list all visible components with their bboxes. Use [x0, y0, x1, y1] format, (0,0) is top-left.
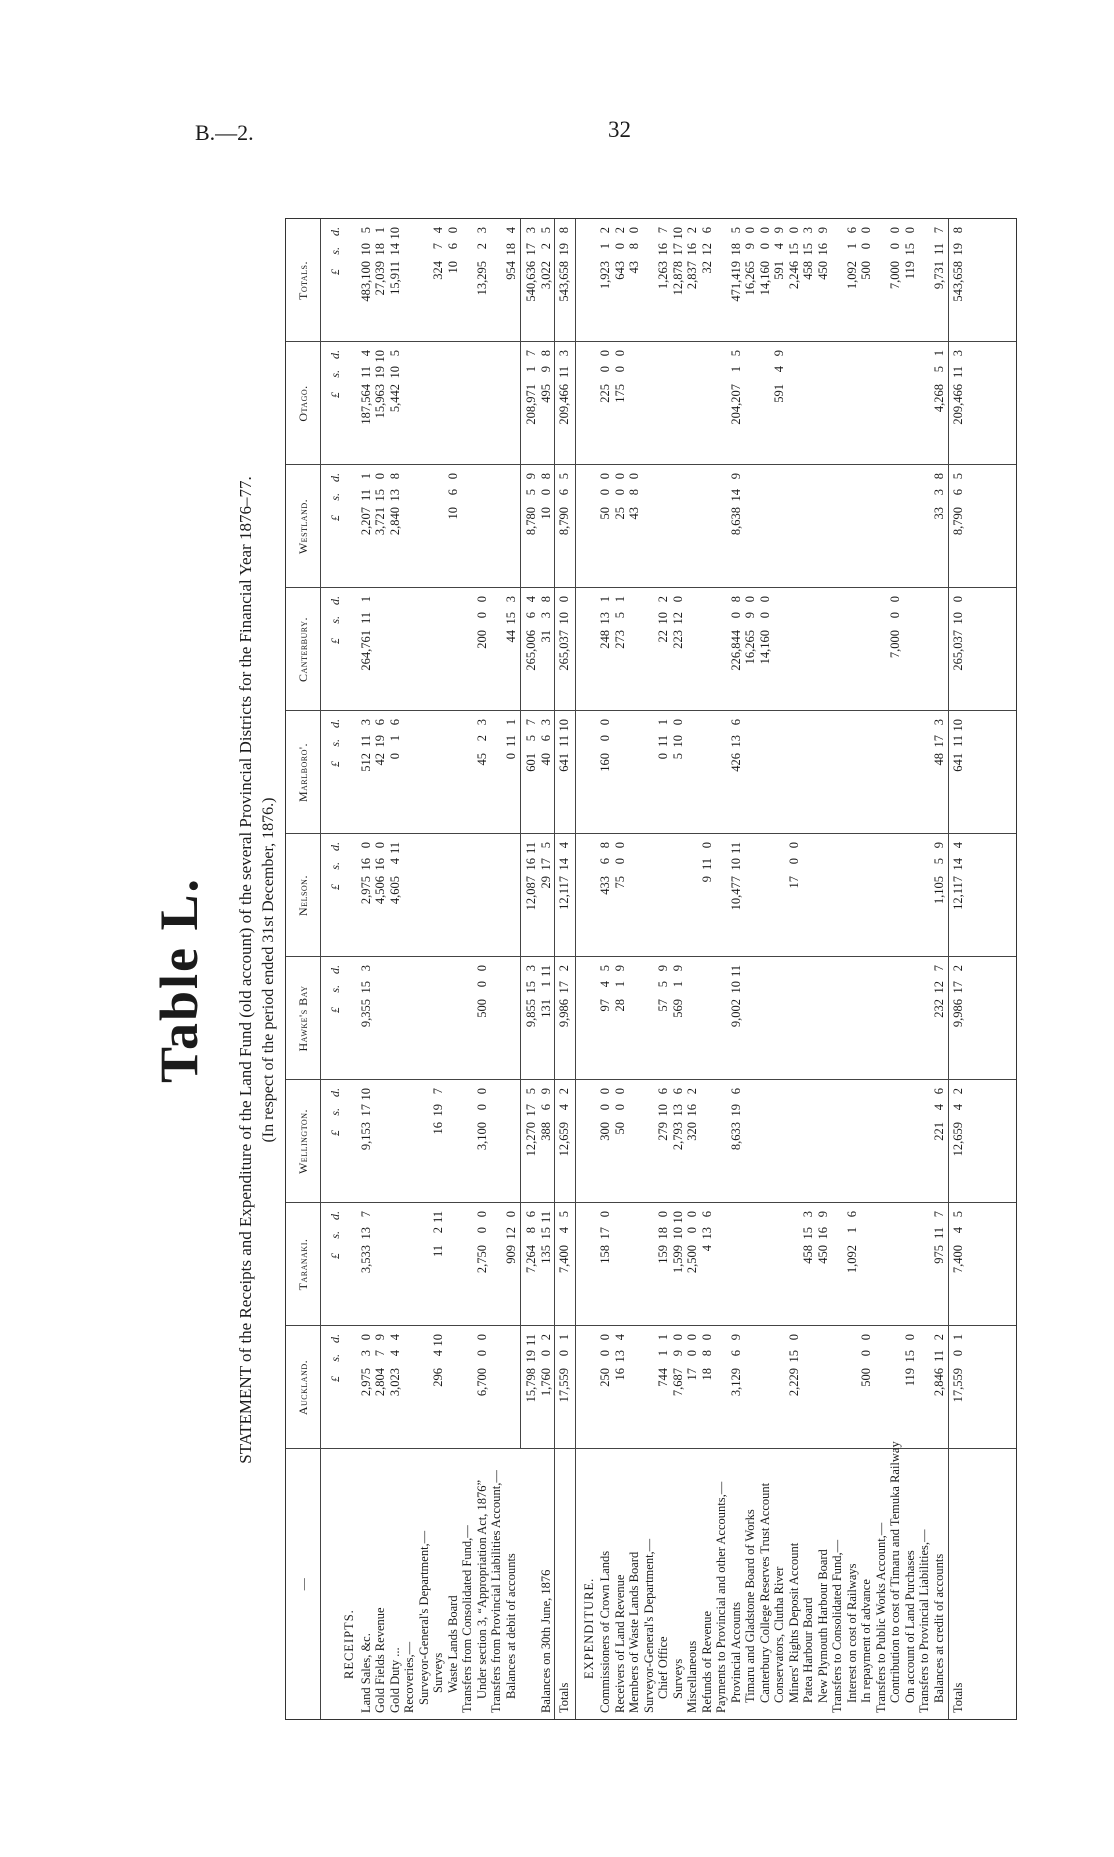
amount-cell: 15,7981911 [524, 1334, 538, 1403]
amount-cell: 248131 [598, 596, 612, 649]
receipts-end-rule [575, 219, 576, 1719]
amount-cell: 2,75000 [474, 1211, 489, 1274]
land-fund-table [285, 218, 1017, 1720]
amount-cell: 15,9111410 [387, 227, 402, 295]
column-heading: Hawke's Bay [296, 985, 310, 1052]
column-heading: Otago. [296, 385, 310, 422]
amount-cell: 975117 [931, 1211, 946, 1264]
amount-cell: 4136 [699, 1211, 714, 1252]
amount-cell: 30000 [598, 1088, 612, 1141]
amount-cell: 1,10559 [931, 842, 946, 905]
row-label: Surveys [670, 1658, 685, 1699]
amount-cell: 4380 [627, 227, 641, 274]
row-label: Transfers from Provincial Liabilities Account,— [489, 1470, 503, 1713]
amount-cell: 208,97117 [524, 350, 538, 425]
amount-cell: 3138 [538, 596, 553, 643]
amount-cell: 1700 [685, 1334, 699, 1381]
amount-cell: 426136 [728, 719, 743, 772]
amount-cell: 954184 [503, 227, 518, 280]
amount-cell: 9745 [598, 965, 612, 1012]
amount-cell: 8,79065 [951, 473, 965, 536]
amount-cell: 543,658198 [951, 227, 965, 302]
amount-cell: 9,731117 [931, 227, 946, 290]
amount-cell: 14,16000 [757, 596, 772, 665]
amount-cell: 2,50000 [685, 1211, 699, 1274]
amount-cell: 64302 [612, 227, 627, 280]
column-heading: Wellington. [296, 1109, 310, 1175]
unit-d: d. [328, 596, 342, 605]
row-label: On account of Land Purchases [902, 1550, 917, 1703]
row-label: Under section 3, “Appropriation Act, 1876” [474, 1479, 489, 1699]
unit-d: d. [328, 719, 342, 728]
row-label: Land Sales, &c. [358, 1633, 373, 1713]
unit-s: s. [328, 1354, 342, 1362]
amount-cell: 59149 [772, 227, 786, 280]
amount-cell: 14,16000 [757, 227, 772, 296]
amount-cell: 4,605411 [387, 842, 402, 905]
amount-cell: 5759 [656, 965, 670, 1012]
row-label: Totals [557, 1682, 571, 1713]
row-label: Balances on 30th June, 1876 [538, 1569, 553, 1713]
amount-cell: 1060 [445, 227, 460, 274]
row-label: Chief Office [656, 1636, 670, 1699]
amount-cell: 74411 [656, 1334, 670, 1387]
amount-cell: 17,55901 [951, 1334, 965, 1403]
unit-p: £ [328, 269, 342, 275]
amount-cell: 909120 [503, 1211, 518, 1264]
amount-cell: 7,68790 [670, 1334, 685, 1397]
amount-cell: 44153 [503, 596, 518, 643]
unit-s: s. [328, 247, 342, 255]
unit-s: s. [328, 1108, 342, 1116]
column-heading: Nelson. [296, 875, 310, 916]
amount-cell: 15,9631910 [373, 350, 387, 419]
amount-cell: 12,270175 [524, 1088, 538, 1157]
amount-cell: 1,263167 [656, 227, 670, 290]
section-heading: RECEIPTS. [342, 1609, 356, 1679]
unit-s: s. [328, 616, 342, 624]
amount-cell: 1008 [538, 473, 553, 520]
subtotal-rule [520, 219, 521, 1449]
column-heading-label: — [296, 1577, 310, 1591]
amount-cell: 8,638149 [728, 473, 743, 536]
amount-cell: 7500 [612, 842, 627, 889]
amount-cell: 540,636173 [524, 227, 538, 302]
unit-s: s. [328, 493, 342, 501]
row-label: Totals [951, 1682, 965, 1713]
amount-cell: 12,117144 [557, 842, 571, 910]
unit-labels [328, 1088, 343, 1193]
amount-cell: 6,70000 [474, 1334, 489, 1397]
unit-labels [328, 719, 343, 824]
amount-cell: 50000 [474, 965, 489, 1018]
row-label: Miners' Rights Deposit Account [786, 1542, 801, 1703]
amount-cell: 50000 [859, 227, 873, 280]
amount-cell: 2,793136 [670, 1088, 685, 1151]
amount-cell: 50000 [859, 1334, 873, 1387]
amount-cell: 10,4771011 [728, 842, 743, 911]
row-label: Commissioners of Crown Lands [598, 1550, 612, 1713]
column-divider [286, 1079, 1016, 1080]
amount-cell: 2819 [612, 965, 627, 1012]
column-divider [286, 710, 1016, 711]
amount-cell: 204,20715 [728, 350, 743, 425]
row-label: Transfers to Consolidated Fund,— [830, 1539, 844, 1713]
amount-cell: 458153 [801, 227, 815, 280]
amount-cell: 3,02344 [387, 1334, 402, 1397]
amount-cell: 9,855153 [524, 965, 538, 1028]
amount-cell: 16197 [431, 1088, 445, 1135]
amount-cell: 8,78059 [524, 473, 538, 536]
amount-cell: 60157 [524, 719, 538, 772]
row-label: Transfers from Consolidated Fund,— [460, 1525, 474, 1713]
unit-s: s. [328, 862, 342, 870]
unit-labels [328, 842, 343, 947]
amount-cell: 3338 [931, 473, 946, 520]
amount-cell: 12,117144 [951, 842, 965, 910]
amount-cell: 17500 [612, 350, 627, 403]
statement-subtitle: (In respect of the period ended 31st December, 1876.) [260, 797, 277, 1143]
amount-cell: 4,506160 [373, 842, 387, 905]
amount-cell: 7,00000 [888, 596, 902, 659]
amount-cell: 27351 [612, 596, 627, 649]
amount-cell: 16,26590 [743, 227, 757, 296]
unit-labels [328, 596, 343, 701]
amount-cell: 56919 [670, 965, 685, 1018]
amount-cell: 12,65942 [557, 1088, 571, 1157]
amount-cell: 16000 [598, 719, 612, 772]
row-label: Waste Lands Board [445, 1595, 460, 1693]
row-label: Conservators, Clutha River [772, 1566, 786, 1703]
amount-cell: 1,09216 [844, 1211, 859, 1274]
table-title: Table L. [149, 876, 209, 1084]
amount-cell: 22102 [656, 596, 670, 643]
amount-cell: 209,466113 [557, 350, 571, 425]
amount-cell: 223120 [670, 596, 685, 649]
row-label: Timaru and Gladstone Board of Works [743, 1509, 757, 1703]
amount-cell: 38869 [538, 1088, 553, 1141]
statement-heading: STATEMENT of the Receipts and Expenditure of the Land Fund (old account) of the several Provincial Districts for the Financial Year 1876–77. [236, 476, 255, 1464]
amount-cell: 1,5991010 [670, 1211, 685, 1274]
amount-cell: 450169 [815, 1211, 830, 1264]
row-label: Receivers of Land Revenue [612, 1574, 627, 1713]
amount-cell: 1351511 [538, 1211, 553, 1264]
row-label: Recoveries,— [402, 1641, 416, 1713]
row-label: Payments to Provincial and other Accounts,— [714, 1481, 728, 1713]
amount-cell: 119150 [902, 1334, 917, 1387]
amount-cell: 25000 [598, 1334, 612, 1387]
unit-d: d. [328, 473, 342, 482]
amount-cell: 42196 [373, 719, 387, 766]
amount-cell: 279106 [656, 1088, 670, 1141]
amount-cell: 9,986172 [951, 965, 965, 1028]
unit-d: d. [328, 1088, 342, 1097]
amount-cell: 2,246150 [786, 227, 801, 290]
unit-labels [328, 1211, 343, 1316]
amount-cell: 22500 [598, 350, 612, 403]
amount-cell: 3,721150 [373, 473, 387, 536]
amount-cell: 2,80479 [373, 1334, 387, 1397]
amount-cell: 32126 [699, 227, 714, 274]
amount-cell: 232127 [931, 965, 946, 1018]
amount-cell: 2500 [612, 473, 627, 520]
amount-cell: 512113 [358, 719, 373, 772]
unit-d: d. [328, 227, 342, 236]
amount-cell: 450169 [815, 227, 830, 280]
row-label: Balances at credit of accounts [931, 1553, 946, 1703]
row-label: Miscellaneous [685, 1640, 699, 1713]
amount-cell: 29175 [538, 842, 553, 889]
amount-cell: 12,0871611 [524, 842, 538, 911]
row-label: Surveyor-General's Department,— [641, 1538, 656, 1713]
amount-cell: 13,29523 [474, 227, 489, 296]
amount-cell: 59149 [772, 350, 786, 403]
amount-cell: 5100 [670, 719, 685, 760]
amount-cell: 483,100105 [358, 227, 373, 302]
unit-d: d. [328, 965, 342, 974]
unit-p: £ [328, 1376, 342, 1382]
column-heading: Taranaki. [296, 1238, 310, 1291]
amount-cell: 4,26851 [931, 350, 946, 413]
amount-cell: 264,761111 [358, 596, 373, 671]
amount-cell: 27,039181 [373, 227, 387, 296]
amount-cell: 8,633196 [728, 1088, 743, 1151]
column-divider [286, 1202, 1016, 1203]
amount-cell: 0111 [656, 719, 670, 760]
rotated-page [140, 160, 1040, 1780]
amount-cell: 4063 [538, 719, 553, 766]
header-rule [320, 219, 321, 1719]
amount-cell: 265,037100 [951, 596, 965, 671]
row-label: Provincial Accounts [728, 1601, 743, 1703]
amount-cell: 5000 [598, 473, 612, 520]
row-label: Gold Duty ... [387, 1647, 402, 1713]
amount-cell: 3,02225 [538, 227, 553, 290]
amount-cell: 3,12969 [728, 1334, 743, 1397]
unit-p: £ [328, 884, 342, 890]
amount-cell: 11211 [431, 1211, 445, 1258]
amount-cell: 9,986172 [557, 965, 571, 1028]
section-heading: EXPENDITURE. [581, 1577, 596, 1679]
amount-cell: 543,658198 [557, 227, 571, 302]
unit-d: d. [328, 350, 342, 359]
row-label: In repayment of advance [859, 1579, 873, 1703]
amount-cell: 16,26590 [743, 596, 757, 665]
unit-p: £ [328, 638, 342, 644]
unit-p: £ [328, 515, 342, 521]
unit-s: s. [328, 985, 342, 993]
amount-cell: 5000 [612, 1088, 627, 1135]
row-label: Members of Waste Lands Board [627, 1551, 641, 1713]
amount-cell: 6411110 [557, 719, 571, 772]
amount-cell: 1880 [699, 1334, 714, 1381]
amount-cell: 119150 [902, 227, 917, 280]
row-label: Canterbury College Reserves Trust Account [757, 1482, 772, 1703]
amount-cell: 9,1531710 [358, 1088, 373, 1151]
amount-cell: 7,40045 [951, 1211, 965, 1274]
amount-cell: 3,533137 [358, 1211, 373, 1274]
amount-cell: 43368 [598, 842, 612, 895]
amount-cell: 1,76002 [538, 1334, 553, 1397]
unit-p: £ [328, 1253, 342, 1259]
amount-cell: 158170 [598, 1211, 612, 1264]
amount-cell: 2,207111 [358, 473, 373, 536]
amount-cell: 22146 [931, 1088, 946, 1141]
amount-cell: 209,466113 [951, 350, 965, 425]
amount-cell: 8,79065 [557, 473, 571, 536]
amount-cell: 2,840138 [387, 473, 402, 536]
row-label: Patea Harbour Board [801, 1597, 815, 1703]
amount-cell: 159180 [656, 1211, 670, 1264]
row-label: Balances at debit of accounts [503, 1553, 518, 1699]
amount-cell: 3,10000 [474, 1088, 489, 1151]
unit-p: £ [328, 392, 342, 398]
unit-labels [328, 965, 343, 1070]
amount-cell: 1,09216 [844, 227, 859, 290]
unit-labels [328, 350, 343, 455]
amount-cell: 131111 [538, 965, 553, 1018]
amount-cell: 296410 [431, 1334, 445, 1387]
document-reference: B.—2. [195, 120, 254, 145]
amount-cell: 6411110 [951, 719, 965, 772]
amount-cell: 016 [387, 719, 402, 760]
unit-labels [328, 227, 343, 332]
amount-cell: 226,84408 [728, 596, 743, 671]
amount-cell: 12,8781710 [670, 227, 685, 296]
amount-cell: 1700 [786, 842, 801, 889]
amount-cell: 48173 [931, 719, 946, 766]
unit-p: £ [328, 1130, 342, 1136]
amount-cell: 9,355153 [358, 965, 373, 1028]
amount-cell: 4523 [474, 719, 489, 766]
row-label: Interest on cost of Railways [844, 1563, 859, 1703]
unit-labels [328, 473, 343, 578]
amount-cell: 12,65942 [951, 1088, 965, 1157]
row-label: New Plymouth Harbour Board [815, 1549, 830, 1703]
column-heading: Auckland. [296, 1359, 310, 1416]
unit-s: s. [328, 370, 342, 378]
row-label: Contribution to cost of Timaru and Temuka Railway [888, 1441, 902, 1703]
row-label: Surveys [431, 1652, 445, 1693]
unit-s: s. [328, 739, 342, 747]
amount-cell: 32474 [431, 227, 445, 280]
totals-rule [948, 219, 949, 1719]
column-heading: Totals. [296, 261, 310, 300]
amount-cell: 265,037100 [557, 596, 571, 671]
unit-p: £ [328, 1007, 342, 1013]
amount-cell: 4380 [627, 473, 641, 520]
amount-cell: 320162 [685, 1088, 699, 1141]
amount-cell: 7,40045 [557, 1211, 571, 1274]
amount-cell: 9110 [699, 842, 714, 883]
amount-cell: 2,975160 [358, 842, 373, 905]
unit-labels [328, 1334, 343, 1439]
row-label: Surveyor-General's Department,— [416, 1530, 431, 1705]
unit-d: d. [328, 1211, 342, 1220]
amount-cell: 0111 [503, 719, 518, 760]
amount-cell: 458153 [801, 1211, 815, 1264]
unit-p: £ [328, 761, 342, 767]
amount-cell: 2,846112 [931, 1334, 946, 1397]
amount-cell: 265,00664 [524, 596, 538, 671]
amount-cell: 20000 [474, 596, 489, 649]
row-label: Refunds of Revenue [699, 1610, 714, 1713]
unit-s: s. [328, 1231, 342, 1239]
column-divider [286, 1325, 1016, 1326]
amount-cell: 1,92312 [598, 227, 612, 290]
amount-cell: 9,0021011 [728, 965, 743, 1028]
amount-cell: 1060 [445, 473, 460, 520]
totals-rule [554, 219, 555, 1719]
unit-d: d. [328, 1334, 342, 1343]
amount-cell: 16134 [612, 1334, 627, 1381]
amount-cell: 2,229150 [786, 1334, 801, 1397]
column-heading: Marlboro'. [296, 742, 310, 803]
amount-cell: 2,837162 [685, 227, 699, 290]
amount-cell: 471,419185 [728, 227, 743, 302]
amount-cell: 49598 [538, 350, 553, 403]
unit-d: d. [328, 842, 342, 851]
row-label: Transfers to Provincial Liabilities,— [917, 1529, 931, 1713]
amount-cell: 2,97530 [358, 1334, 373, 1397]
amount-cell: 5,442105 [387, 350, 402, 413]
page-number: 32 [608, 117, 631, 142]
column-heading: Canterbury. [296, 617, 310, 682]
row-label: Gold Fields Revenue [373, 1607, 387, 1713]
row-label: Transfers to Public Works Account,— [873, 1522, 888, 1713]
amount-cell: 17,55901 [557, 1334, 571, 1403]
amount-cell: 7,00000 [888, 227, 902, 290]
column-heading: Westland. [296, 498, 310, 555]
amount-cell: 187,564114 [358, 350, 373, 425]
amount-cell: 7,26486 [524, 1211, 538, 1274]
